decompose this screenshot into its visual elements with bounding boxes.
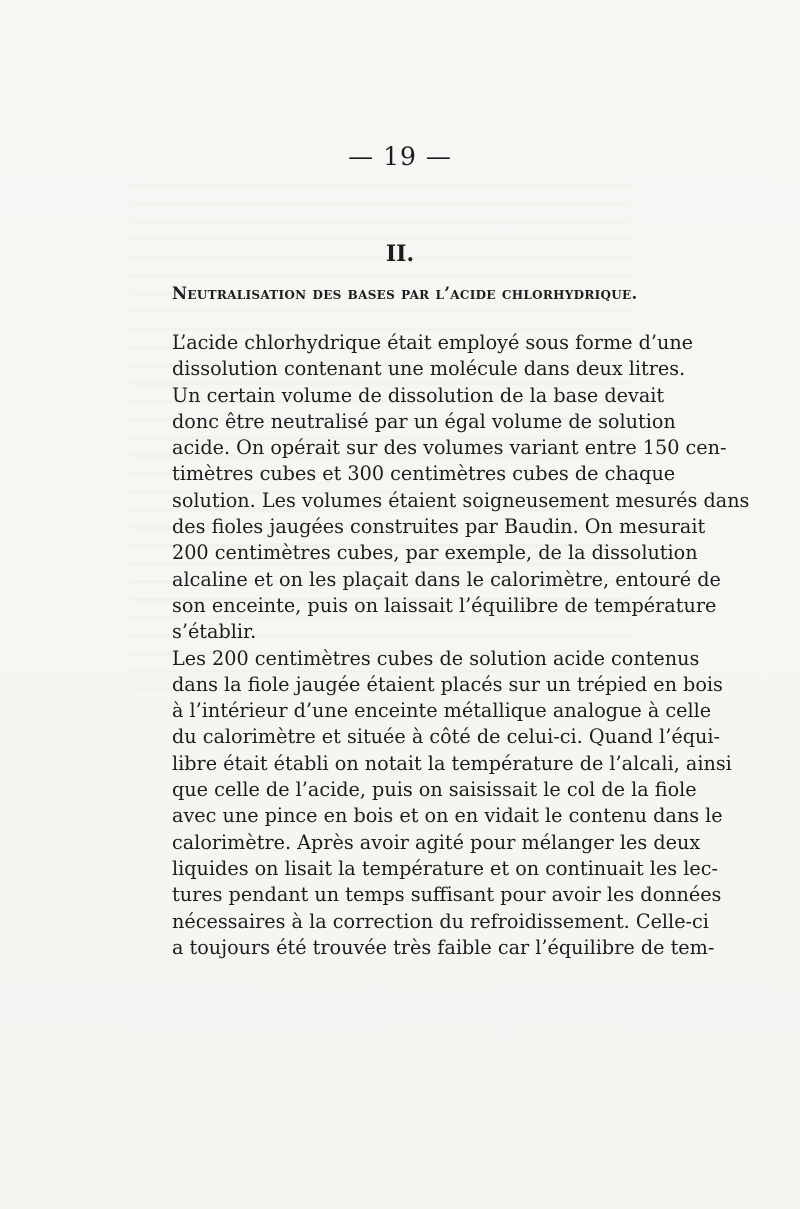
text-line: liquides on lisait la température et on continuait les lec- — [172, 856, 718, 880]
text-line: nécessaires à la correction du refroidissement. Celle-ci — [172, 909, 709, 933]
body-text — [172, 330, 750, 961]
text-line: timètres cubes et 300 centimètres cubes de chaque — [172, 462, 676, 486]
text-line: calorimètre. Après avoir agité pour mélanger les deux — [172, 830, 701, 854]
text-line: des fioles jaugées construites par Baudin. On mesurait — [172, 515, 706, 539]
text-line: son enceinte, puis on laissait l’équilibre de température — [172, 593, 717, 617]
text-line: alcaline et on les plaçait dans le calorimètre, entouré de — [172, 567, 721, 591]
text-line: solution. Les volumes étaient soigneusement mesurés dans — [172, 488, 750, 512]
text-line: Un certain volume de dissolution de la base devait — [172, 383, 665, 407]
text-line: du calorimètre et située à côté de celui-ci. Quand l’équi- — [172, 725, 720, 749]
text-line: à l’intérieur d’une enceinte métallique analogue à celle — [172, 699, 712, 723]
text-line: Les 200 centimètres cubes de solution acide contenus — [172, 646, 700, 670]
paragraph — [172, 330, 694, 383]
page-number: — 19 — — [348, 142, 452, 171]
paragraph — [172, 646, 732, 962]
section-numeral: II. — [385, 241, 415, 267]
text-line: que celle de l’acide, puis on saisissait le col de la fiole — [172, 778, 697, 802]
text-line: donc être neutralisé par un égal volume de solution — [172, 409, 676, 433]
text-line: libre était établi on notait la température de l’alcali, ainsi — [172, 751, 732, 775]
text-line: tures pendant un temps suffisant pour avoir les données — [172, 883, 722, 907]
text-line: L’acide chlorhydrique était employé sous forme d’une — [172, 331, 694, 354]
paragraph — [172, 383, 750, 646]
text-line: dans la fiole jaugée étaient placés sur un trépied en bois — [172, 672, 723, 696]
text-line: 200 centimètres cubes, par exemple, de la dissolution — [172, 541, 698, 565]
text-line: s’établir. — [172, 620, 257, 644]
section-heading: Neutralisation des bases par l’acide chlorhydrique. — [172, 284, 638, 303]
text-line: avec une pince en bois et on en vidait le contenu dans le — [172, 804, 723, 828]
text-line: acide. On opérait sur des volumes variant entre 150 cen- — [172, 436, 727, 460]
text-line: dissolution contenant une molécule dans deux litres. — [172, 357, 686, 381]
text-line: a toujours été trouvée très faible car l’équilibre de tem- — [172, 935, 715, 959]
